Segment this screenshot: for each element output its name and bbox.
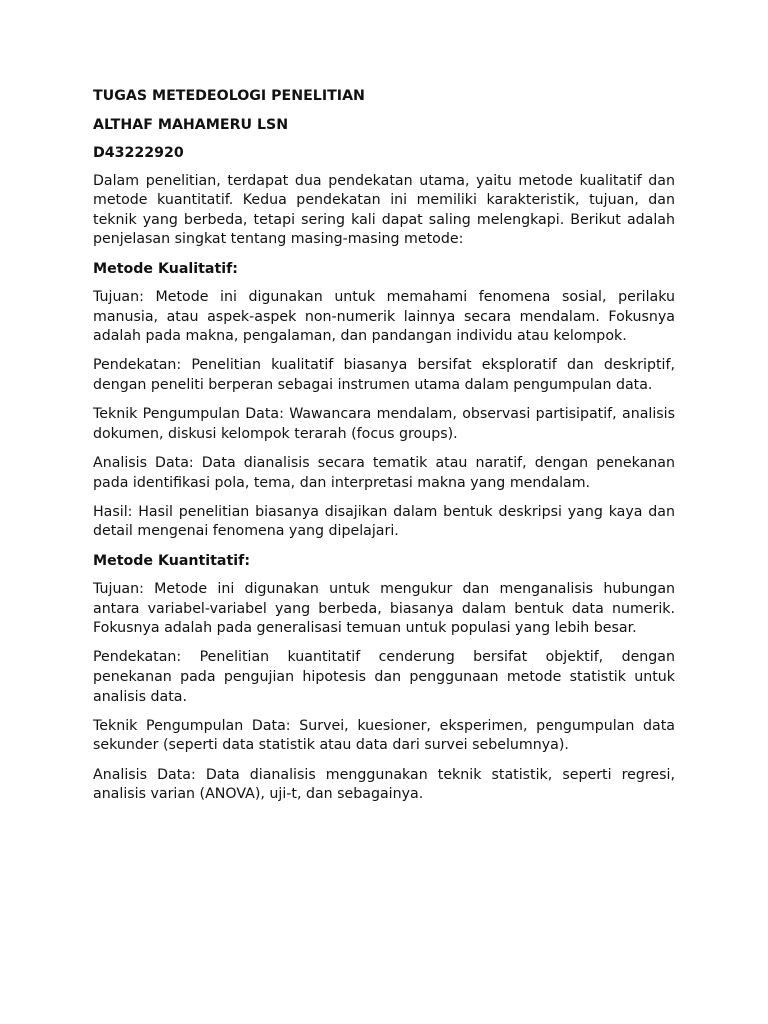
paragraph-analisis: Analisis Data: Data dianalisis menggunakan teknik statistik, seperti regresi, analisis varian (ANOVA), uji-t, dan sebagainya. (93, 766, 675, 803)
document-title: TUGAS METEDEOLOGI PENELITIAN (93, 88, 365, 104)
paragraph-hasil: Hasil: Hasil penelitian biasanya disajikan dalam bentuk deskripsi yang kaya dan detail mengenai fenomena yang dipelajari. (93, 503, 675, 540)
paragraph-teknik: Teknik Pengumpulan Data: Wawancara mendalam, observasi partisipatif, analisis dokumen, diskusi kelompok terarah (focus groups). (93, 406, 675, 442)
student-id: D43222920 (93, 145, 184, 161)
section-heading: Metode Kualitatif: (93, 261, 238, 278)
author-name: ALTHAF MAHAMERU LSN (93, 116, 289, 133)
section-kualitatif (93, 259, 675, 541)
paragraph-teknik: Teknik Pengumpulan Data: Survei, kuesioner, eksperimen, pengumpulan data sekunder (seperti data statistik atau data dari survei sebelumnya). (93, 717, 675, 754)
paragraph-tujuan: Tujuan: Metode ini digunakan untuk mengukur dan menganalisis hubungan antara variabel-variabel yang berbeda, biasanya dalam bentuk data numerik. Fokusnya adalah pada generalisasi temuan untuk populasi yang lebih besar. (93, 580, 675, 637)
intro-paragraph: Dalam penelitian, terdapat dua pendekatan utama, yaitu metode kualitatif dan metode kuantitatif. Kedua pendekatan ini memiliki karakteristik, tujuan, dan teknik yang berbeda, tetapi sering kali dapat saling melengkapi. Berikut adalah penjelasan singkat tentang masing-masing metode: (93, 172, 675, 248)
section-kuantitatif (93, 551, 675, 804)
paragraph-pendekatan: Pendekatan: Penelitian kuantitatif cenderung bersifat objektif, dengan penekanan pada pengujian hipotesis dan penggunaan metode statistik untuk analisis data. (93, 649, 675, 705)
paragraph-pendekatan: Pendekatan: Penelitian kualitatif biasanya bersifat eksploratif dan deskriptif, dengan peneliti berperan sebagai instrumen utama dalam pengumpulan data. (93, 357, 675, 393)
paragraph-analisis: Analisis Data: Data dianalisis secara tematik atau naratif, dengan penekanan pada identifikasi pola, tema, dan interpretasi makna yang mendalam. (93, 454, 675, 491)
paragraph-tujuan: Tujuan: Metode ini digunakan untuk memahami fenomena sosial, perilaku manusia, atau aspek-aspek non-numerik lainnya secara mendalam. Fokusnya adalah pada makna, pengalaman, dan pandangan individu atau kelompok. (93, 288, 675, 345)
section-heading: Metode Kuantitatif: (93, 553, 250, 570)
